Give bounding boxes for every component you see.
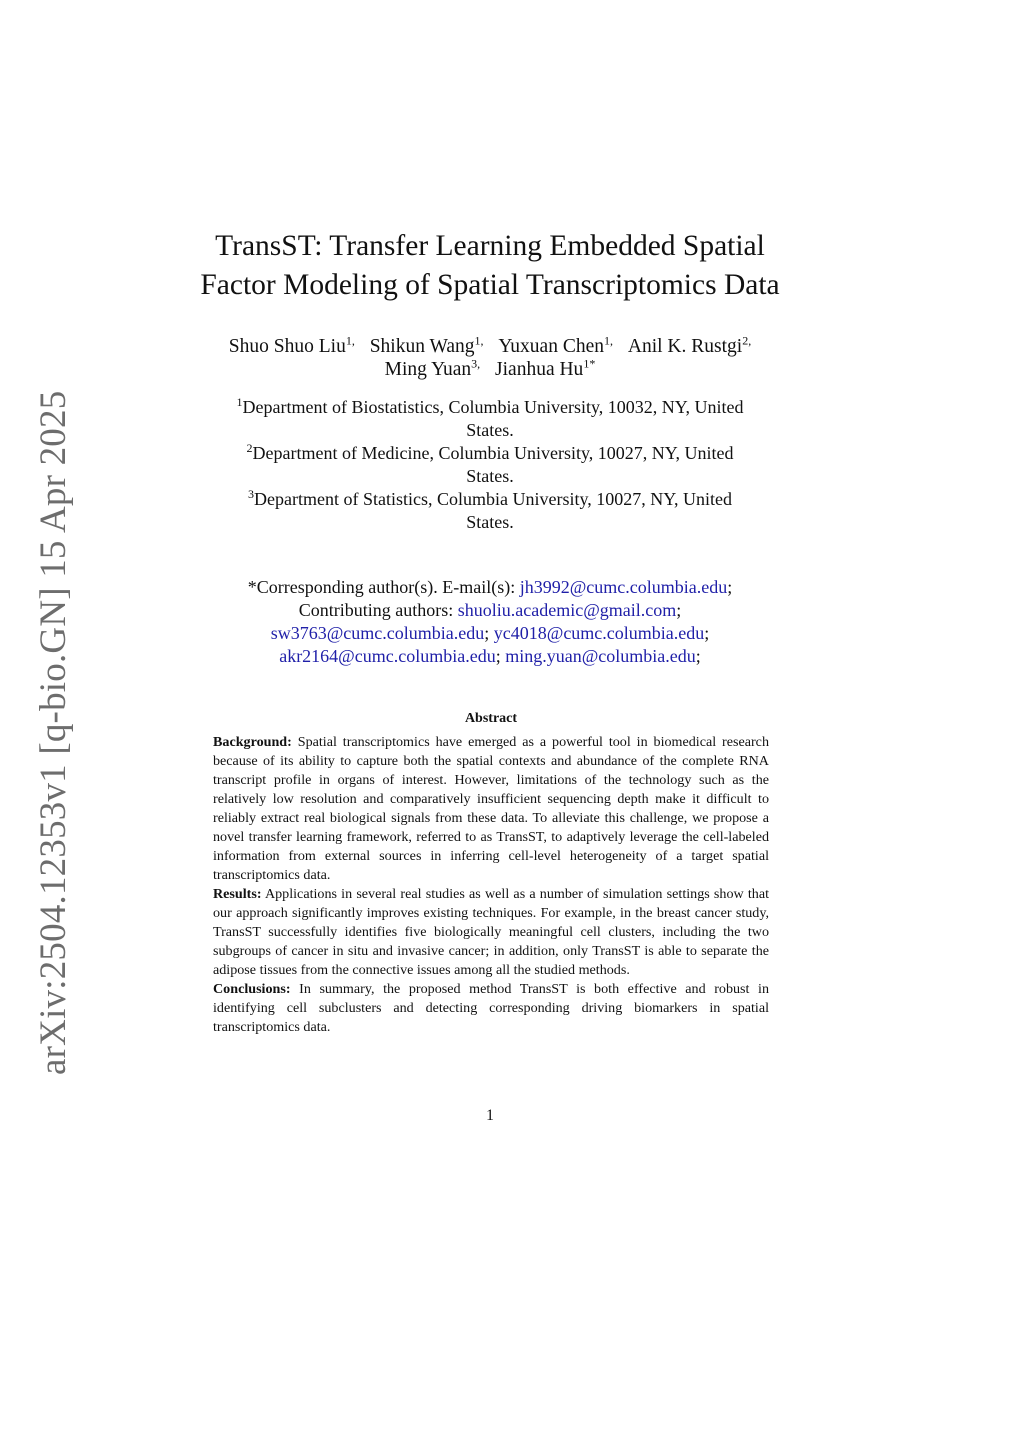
affiliation: $^3$Department of Statistics, Columbia University, 10027, NY, United States. xyxy=(248,487,732,532)
affiliation-list xyxy=(160,396,820,534)
author: Ming Yuan$^{3,}$ xyxy=(384,356,481,380)
email-link[interactable]: shuoliu.academic@gmail.com xyxy=(457,600,677,620)
contributing-emails-line: sw3763@cumc.columbia.edu; yc4018@cumc.columbia.edu; xyxy=(270,623,710,643)
author-line-1 xyxy=(160,335,820,358)
affiliation: $^2$Department of Medicine, Columbia University, 10027, NY, United States. xyxy=(246,441,734,486)
title-line-2: Factor Modeling of Spatial Transcriptomics Data xyxy=(200,269,780,301)
section-label: Background: xyxy=(213,734,292,750)
abstract-heading: Abstract xyxy=(464,711,518,726)
abstract-background: Background: Spatial transcriptomics have emerged as a powerful tool in biomedical research because of its ability to capture both the spatial contexts and abundance of the complete RNA transcript profile in organs of interest. However, limitations of the technology such as the relatively low resolution and comparatively insufficient sequencing depth make it difficult to reliably extract real biological signals from these data. To alleviate this challenge, we propose a novel transfer learning framework, referred to as TransST, to adaptively leverage the cell-labeled information from external sources in inferring cell-level heterogeneity of a target spatial transcriptomics data. xyxy=(213,734,769,883)
author-line-2 xyxy=(160,358,820,381)
contributing-emails-line: akr2164@cumc.columbia.edu; ming.yuan@columbia.edu; xyxy=(279,646,701,666)
email-link[interactable]: ming.yuan@columbia.edu xyxy=(505,646,696,666)
arxiv-identifier-stamp: arXiv:2504.12353v1 [q-bio.GN] 15 Apr 2025 xyxy=(33,390,74,1075)
author: Anil K. Rustgi$^{2,}$ xyxy=(627,333,752,357)
page-number: 1 xyxy=(486,1107,494,1124)
abstract-conclusions: Conclusions: In summary, the proposed method TransST is both effective and robust in identifying cell subclusters and detecting corresponding driving biomarkers in spatial transcriptomics data. xyxy=(213,981,769,1035)
paper-title xyxy=(160,227,820,305)
author-list xyxy=(160,335,820,381)
contributing-authors-line: Contributing authors: shuoliu.academic@gmail.com; xyxy=(298,600,682,620)
author: Shikun Wang$^{1,}$ xyxy=(369,333,484,357)
email-link[interactable]: sw3763@cumc.columbia.edu xyxy=(270,623,485,643)
author: Shuo Shuo Liu$^{1,}$ xyxy=(228,333,355,357)
corresponding-author-line: *Corresponding author(s). E-mail(s): jh3992@cumc.columbia.edu; xyxy=(247,577,733,597)
email-link[interactable]: akr2164@cumc.columbia.edu xyxy=(279,646,496,666)
contact-block xyxy=(160,576,820,668)
email-link[interactable]: jh3992@cumc.columbia.edu xyxy=(519,577,728,597)
author: Jianhua $Hu^{1*}$ xyxy=(495,356,596,380)
email-link[interactable]: yc4018@cumc.columbia.edu xyxy=(493,623,705,643)
abstract-body xyxy=(213,733,769,1037)
affiliation: $^1$Department of Biostatistics, Columbia University, 10032, NY, United States. xyxy=(236,395,744,440)
section-label: Conclusions: xyxy=(213,981,291,997)
title-line-1: TransST: Transfer Learning Embedded Spatial xyxy=(215,230,765,262)
author: Yuxuan Chen$^{1,}$ xyxy=(498,333,613,357)
section-label: Results: xyxy=(213,886,262,902)
abstract-results: Results: Applications in several real studies as well as a number of simulation settings show that our approach significantly improves existing techniques. For example, in the breast cancer study, TransST successfully identifies five biologically meaningful cell clusters, including the two subgroups of cancer in situ and invasive cancer; in addition, only TransST is able to separate the adipose tissues from the connective issues among all the studied methods. xyxy=(213,886,769,978)
